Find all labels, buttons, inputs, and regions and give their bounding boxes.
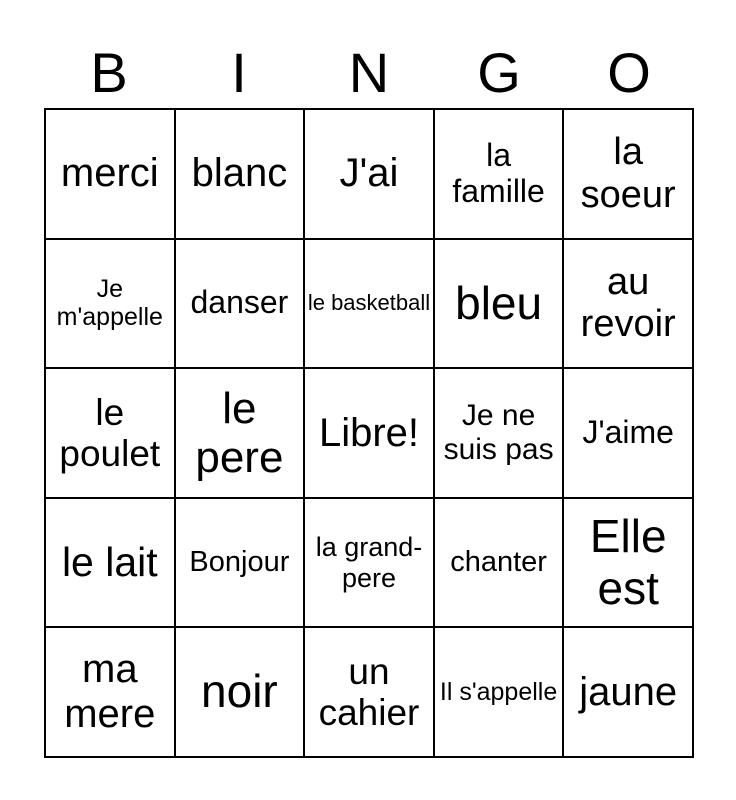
bingo-cell[interactable] [563, 109, 693, 239]
bingo-header [44, 38, 694, 108]
cell-text: la grand-pere [315, 532, 423, 593]
cell-text: la famille [452, 136, 545, 209]
header-letter-n: N [348, 41, 390, 104]
bingo-cell[interactable] [45, 627, 175, 757]
cell-text: bleu [455, 276, 543, 329]
bingo-cell[interactable] [175, 498, 305, 628]
bingo-cell[interactable] [45, 498, 175, 628]
cell-text: Bonjour [189, 546, 290, 579]
cell-text: blanc [191, 151, 288, 196]
cell-text: J'ai [339, 151, 399, 196]
cell-text: noir [201, 665, 278, 718]
cell-text: le basketball [307, 290, 431, 316]
bingo-board [44, 108, 694, 758]
cell-text: ma mere [64, 647, 156, 737]
cell-text: jaune [579, 669, 678, 714]
bingo-cell[interactable] [304, 109, 434, 239]
bingo-cell[interactable] [175, 239, 305, 369]
bingo-cell[interactable] [434, 368, 564, 498]
cell-text: chanter [450, 546, 547, 579]
bingo-cell[interactable] [175, 109, 305, 239]
bingo-cell[interactable] [175, 368, 305, 498]
header-letter-o: O [607, 41, 651, 104]
bingo-cell[interactable] [45, 368, 175, 498]
cell-text: Je m'appelle [56, 275, 163, 332]
bingo-cell[interactable] [434, 109, 564, 239]
bingo-cell[interactable] [434, 498, 564, 628]
cell-text: merci [60, 151, 159, 196]
bingo-cell[interactable] [304, 627, 434, 757]
cell-text: danser [190, 284, 289, 321]
cell-text: J'aime [582, 414, 674, 451]
bingo-cell[interactable] [434, 627, 564, 757]
cell-text: Elle est [589, 510, 667, 614]
header-letter-b: B [90, 41, 128, 104]
cell-text: la soeur [580, 131, 676, 216]
bingo-cell[interactable] [563, 239, 693, 369]
cell-text: un cahier [318, 650, 420, 734]
bingo-cell[interactable] [45, 239, 175, 369]
cell-text: Il s'appelle [439, 678, 558, 707]
bingo-cell[interactable] [304, 239, 434, 369]
bingo-cell[interactable] [45, 109, 175, 239]
cell-text: Je ne suis pas [443, 399, 554, 466]
bingo-cell[interactable] [563, 498, 693, 628]
header-letter-g: G [477, 41, 521, 104]
bingo-cell[interactable] [175, 627, 305, 757]
bingo-cell[interactable] [304, 368, 434, 498]
cell-text: Libre! [318, 410, 420, 455]
bingo-cell[interactable] [304, 498, 434, 628]
bingo-cell[interactable] [563, 627, 693, 757]
header-letter-i: I [231, 41, 247, 104]
bingo-cell[interactable] [434, 239, 564, 369]
cell-text: le lait [61, 538, 158, 585]
cell-text: au revoir [580, 260, 676, 346]
cell-text: le poulet [59, 391, 161, 474]
cell-text: le pere [195, 383, 284, 482]
bingo-cell[interactable] [563, 368, 693, 498]
